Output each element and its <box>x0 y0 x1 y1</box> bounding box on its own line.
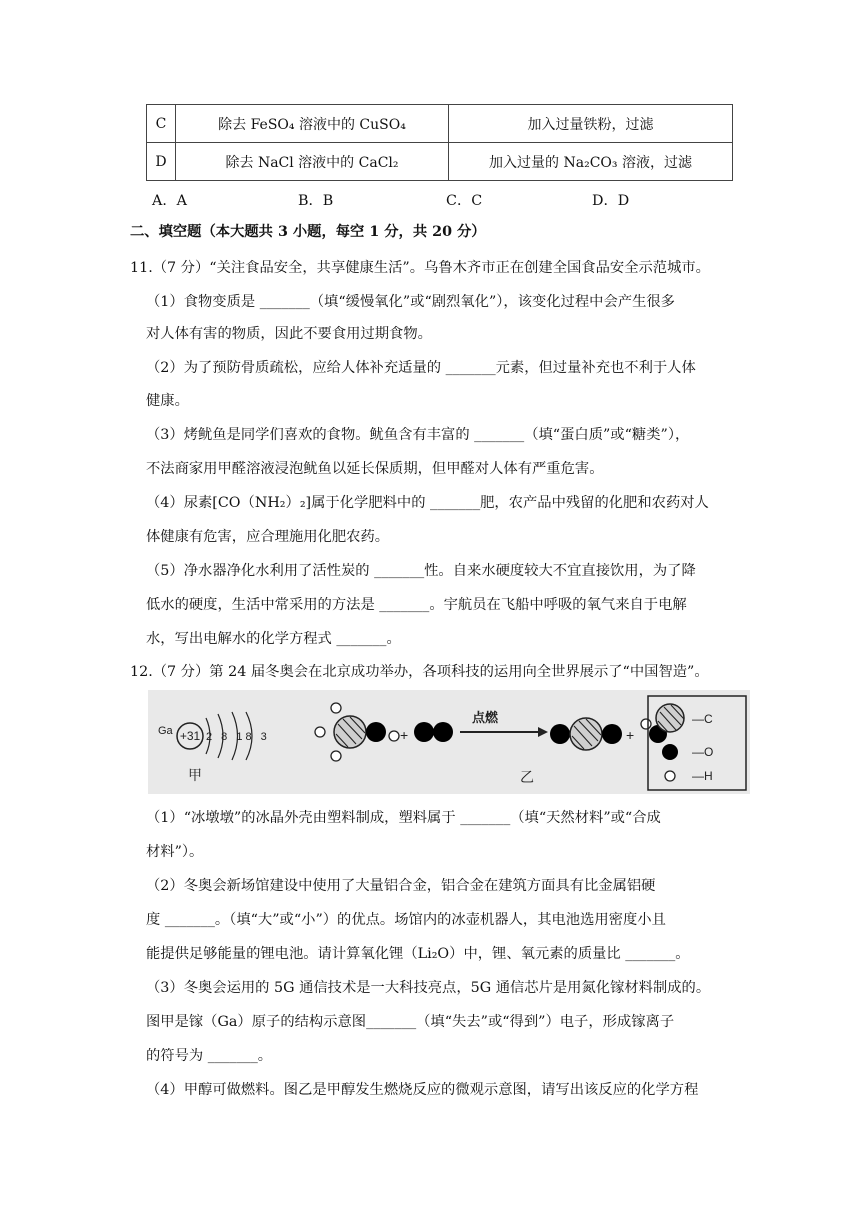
options-table <box>146 104 733 181</box>
row-action: 除去 FeSO₄ 溶液中的 CuSO₄ <box>176 105 449 143</box>
c-atom <box>334 716 366 748</box>
row-action: 除去 NaCl 溶液中的 CaCl₂ <box>176 143 449 181</box>
row-method: 加入过量的 Na₂CO₃ 溶液，过滤 <box>449 143 733 181</box>
q12-line: 图甲是镓（Ga）原子的结构示意图_______（填“失去”或“得到”）电子，形成镓离子 <box>146 1014 675 1030</box>
q12-line: 材料”）。 <box>146 844 204 860</box>
q11-line: 不法商家用甲醛溶液浸泡鱿鱼以延长保质期，但甲醛对人体有严重危害。 <box>146 461 604 477</box>
q12-line: （4）甲醇可做燃料。图乙是甲醇发生燃烧反应的微观示意图，请写出该反应的化学方程 <box>146 1082 699 1098</box>
o-atom <box>366 722 386 742</box>
nucleus-charge: +31 <box>179 729 201 743</box>
shell-electrons: 2 8 18 3 <box>206 731 270 743</box>
q12-line: （3）冬奥会运用的 5G 通信技术是一大科技亮点，5G 通信芯片是用氮化镓材料制成的。 <box>146 980 711 996</box>
q12-stem: 12.（7 分）第 24 届冬奥会在北京成功举办，各项科技的运用向全世界展示了“中国智造”。 <box>130 664 709 680</box>
q11-line: 体健康有危害，应合理施用化肥农药。 <box>146 529 390 545</box>
label-jia: 甲 <box>188 768 202 784</box>
row-key: C <box>147 105 176 143</box>
row-key: D <box>147 143 176 181</box>
h-atom <box>331 751 341 761</box>
q11-line: 对人体有害的物质，因此不要食用过期食物。 <box>146 326 432 342</box>
q11-line: 水，写出电解水的化学方程式 _______。 <box>146 631 401 647</box>
q11-line: （2）为了预防骨质疏松，应给人体补充适量的 _______元素，但过量补充也不利于人体 <box>146 360 696 376</box>
q11-line: （4）尿素[CO（NH₂）₂]属于化学肥料中的 _______肥，农产品中残留的化肥和农药对人 <box>146 495 709 511</box>
choice-b: B．B <box>298 193 334 209</box>
q11-line: 健康。 <box>146 393 189 409</box>
o-atom <box>550 724 570 744</box>
answer-choices <box>152 190 629 210</box>
section-title: 二、填空题（本大题共 3 小题，每空 1 分，共 20 分） <box>130 224 486 240</box>
q11-line: （3）烤鱿鱼是同学们喜欢的食物。鱿鱼含有丰富的 _______（填“蛋白质”或“糖类”）， <box>146 427 690 443</box>
q11-line: （5）净水器净化水利用了活性炭的 _______性。自来水硬度较大不宜直接饮用，为了降 <box>146 563 696 579</box>
h-atom <box>315 727 325 737</box>
legend-o-atom <box>662 744 678 760</box>
legend-h-atom <box>665 771 675 781</box>
legend-o: —O <box>692 745 714 759</box>
q11-line: （1）食物变质是 _______（填“缓慢氧化”或“剧烈氧化”），该变化过程中会产生很多 <box>146 294 675 310</box>
table-row <box>147 105 733 143</box>
choice-d: D．D <box>592 193 630 209</box>
reaction-figure <box>148 690 750 794</box>
o-atom <box>433 722 453 742</box>
table-row <box>147 143 733 181</box>
legend-h: —H <box>692 769 713 783</box>
q12-line: 度 _______。（填“大”或“小”）的优点。场馆内的冰壶机器人，其电池选用密度小且 <box>146 912 666 928</box>
choice-c: C．C <box>446 193 483 209</box>
h-atom <box>331 703 341 713</box>
row-method: 加入过量铁粉，过滤 <box>449 105 733 143</box>
h-atom <box>389 731 399 741</box>
q12-line: （1）“冰墩墩”的冰晶外壳由塑料制成，塑料属于 _______（填“天然材料”或“合成 <box>146 810 661 826</box>
q12-line: （2）冬奥会新场馆建设中使用了大量铝合金，铝合金在建筑方面具有比金属铝硬 <box>146 878 656 894</box>
q11-line: 低水的硬度，生活中常采用的方法是 _______。宇航员在飞船中呼吸的氧气来自于电解 <box>146 597 687 613</box>
arrow-label: 点燃 <box>472 711 499 726</box>
plus-sign: + <box>626 727 635 743</box>
o-atom <box>414 722 434 742</box>
ga-label: Ga <box>158 725 173 737</box>
arrow-head <box>538 727 548 737</box>
legend-c: —C <box>692 712 713 726</box>
q12-line: 的符号为 _______。 <box>146 1048 273 1064</box>
q11-stem: 11.（7 分）“关注食品安全，共享健康生活”。乌鲁木齐市正在创建全国食品安全示范城市。 <box>130 260 710 276</box>
h-atom <box>641 719 651 729</box>
q12-line: 能提供足够能量的锂电池。请计算氧化锂（Li₂O）中，锂、氧元素的质量比 _______。 <box>146 946 690 962</box>
label-yi: 乙 <box>520 770 534 786</box>
legend-c-atom <box>656 704 684 732</box>
choice-a: A．A <box>152 193 187 209</box>
o-atom <box>602 724 622 744</box>
c-atom <box>570 718 602 750</box>
plus-sign: + <box>400 727 409 743</box>
